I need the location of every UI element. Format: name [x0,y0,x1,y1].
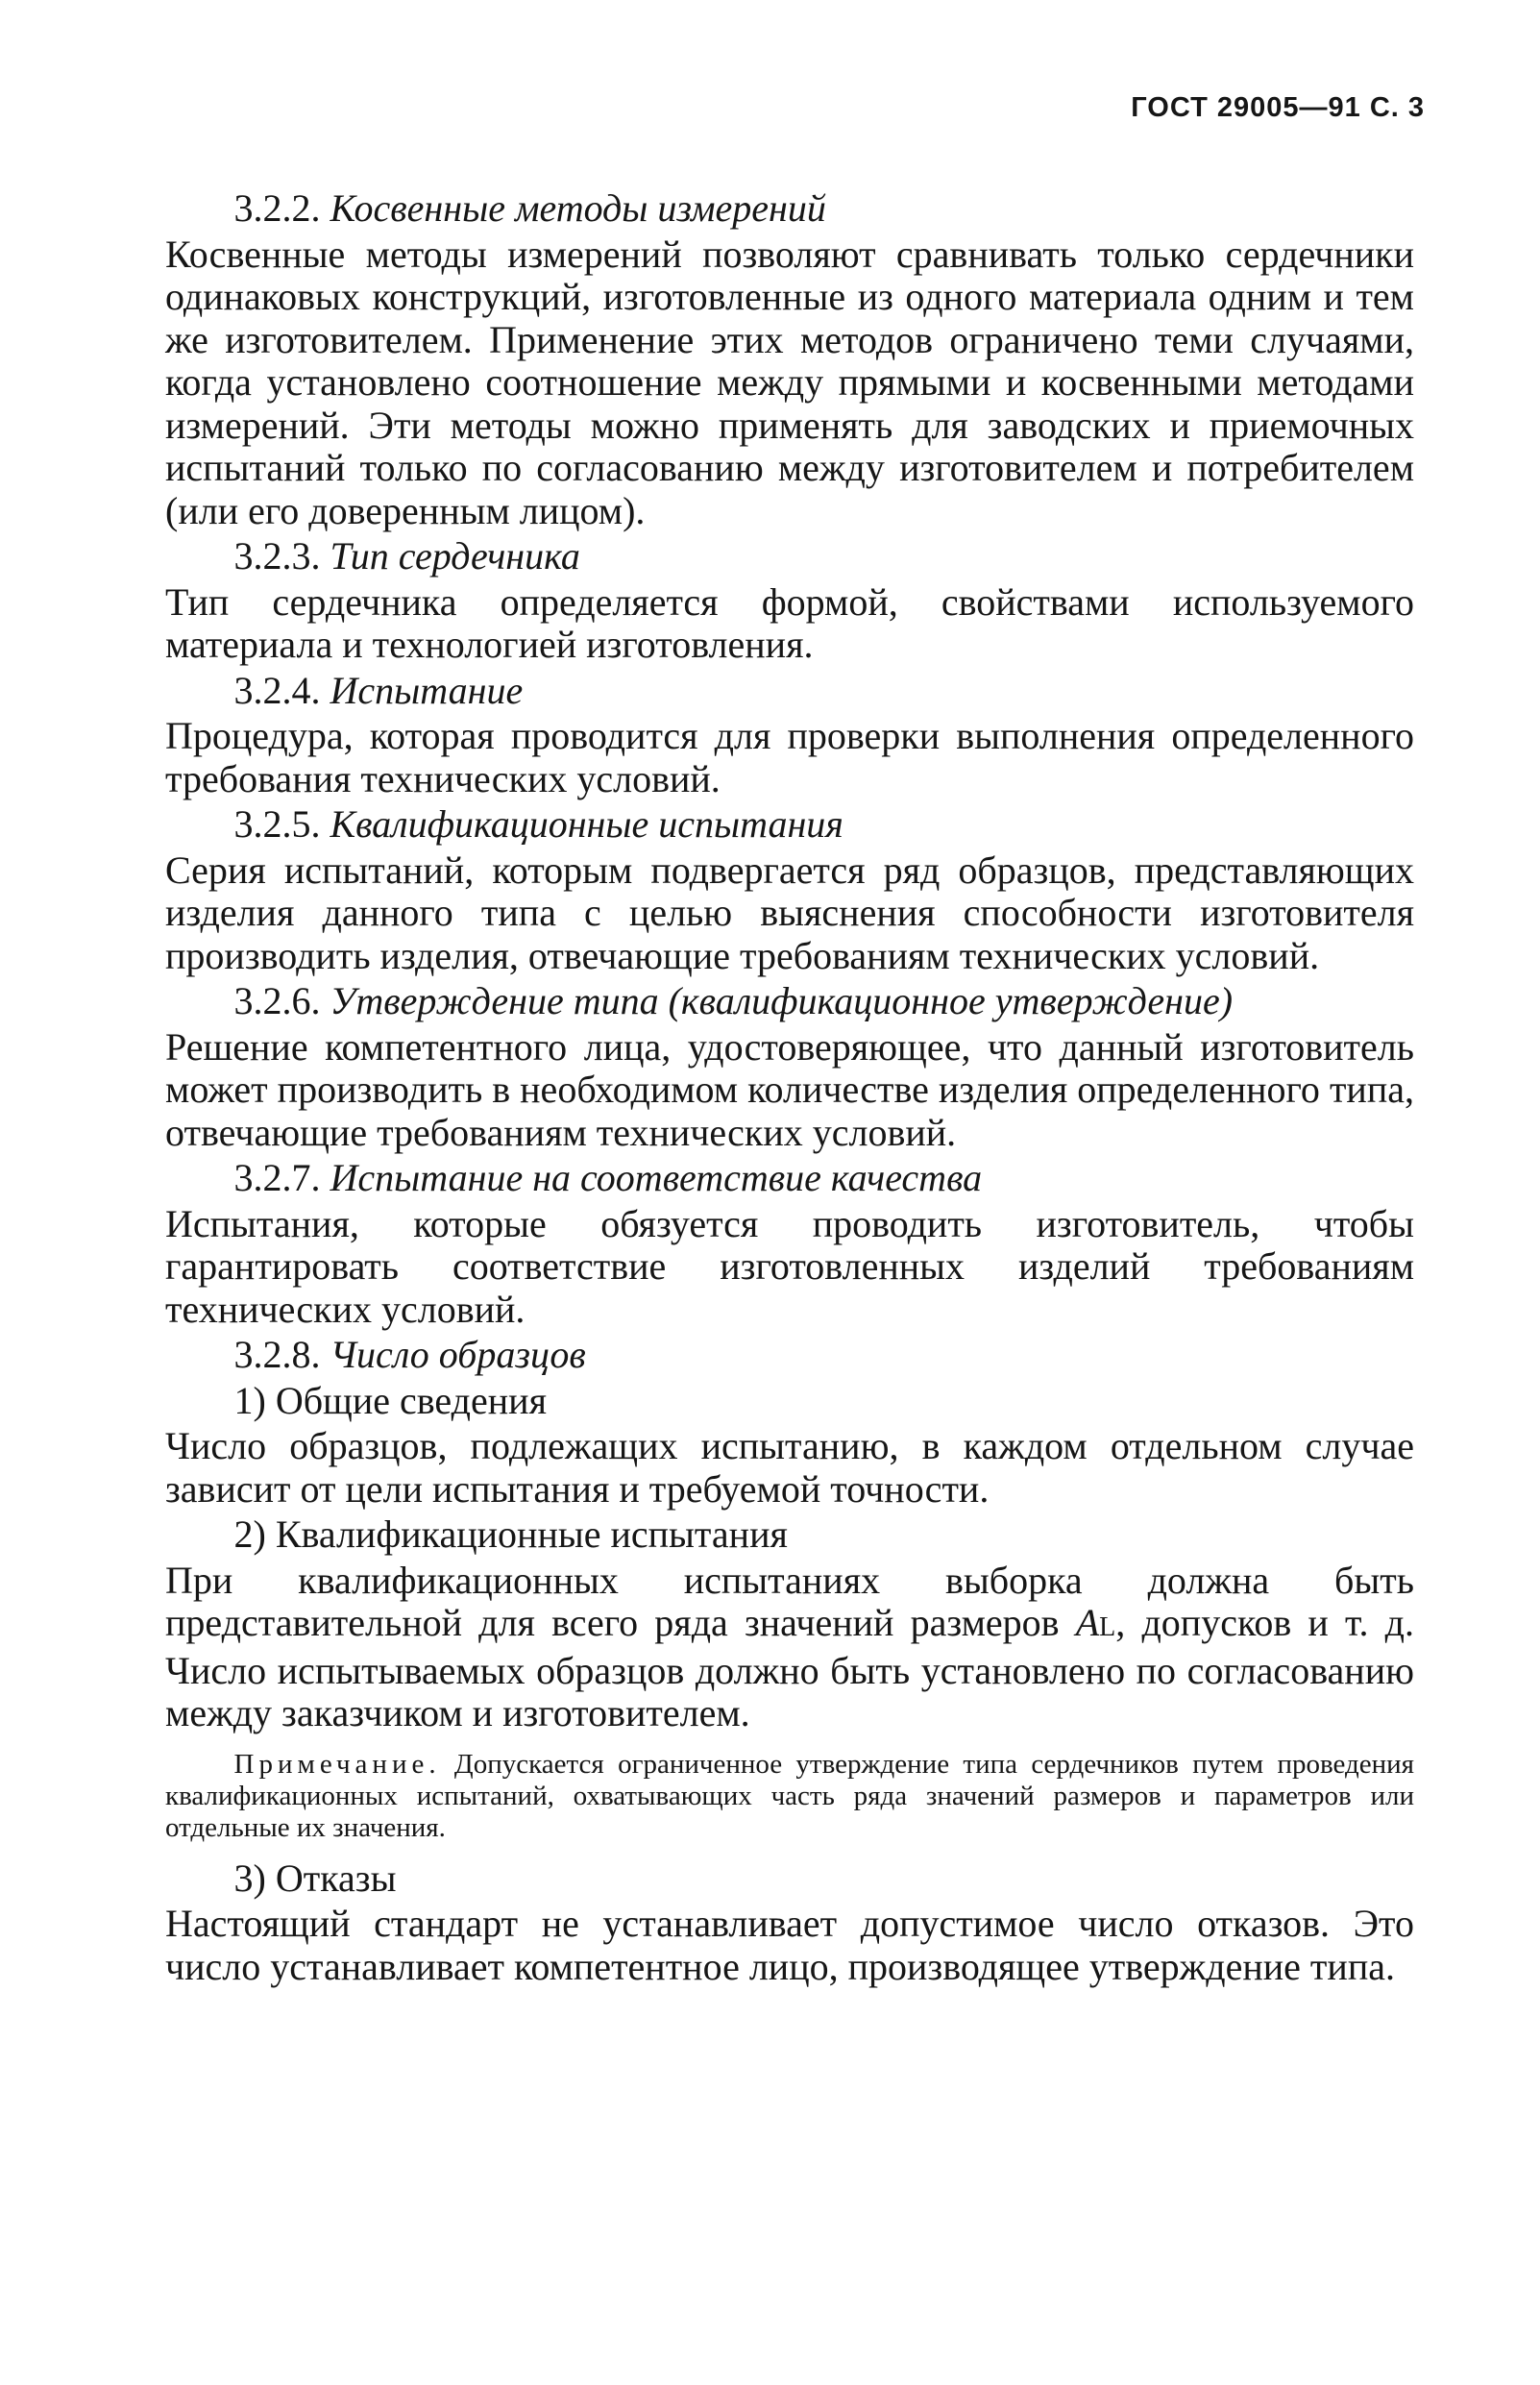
note [165,1749,1414,1844]
document-body [165,187,1414,1988]
size-symbol-subscript: L [1099,1612,1116,1642]
section-number: 3.2.7. [233,1156,321,1199]
section-text-3-2-4: Процедура, которая проводится для проверки выполнения определенного требования технических условий. [165,714,1414,800]
section-number: 3.2.5. [233,802,321,846]
subsection-text-qualification [165,1560,1414,1735]
section-heading-3-2-2 [165,187,1414,231]
subsection-title-qualification: 2) Квалификационные испытания [233,1512,788,1556]
subsection-title-failures: 3) Отказы [233,1856,397,1900]
section-number: 3.2.6. [233,979,321,1022]
section-title: Число образцов [330,1333,586,1376]
subsection-title-general: 1) Общие сведения [233,1378,547,1422]
subsection-text-general: Число образцов, подлежащих испытанию, в каждом отдельном случае зависит от цели испытания и требуемой точности. [165,1424,1414,1511]
note-text: Допускается ограниченное утверждение типа сердечников путем проведения квалификационных испытаний, охватывающих часть ряда значений размеров и параметров или отдельные их значения. [165,1748,1414,1843]
qualification-text-before: При квалификационных испытаниях выборка должна быть представительной для всего ряда значений размеров [165,1558,1414,1644]
section-number: 3.2.4. [233,668,321,712]
section-title: Утверждение типа (квалификационное утверждение) [330,979,1234,1022]
section-text-3-2-5: Серия испытаний, которым подвергается ряд образцов, представляющих изделия данного типа с целью выяснения способности изготовителя производить изделия, отвечающие требованиям технических условий. [165,848,1414,977]
section-heading-3-2-5 [165,803,1414,847]
section-heading-3-2-6 [165,980,1414,1023]
section-heading-3-2-3 [165,535,1414,578]
page-header: ГОСТ 29005—91 С. 3 [1131,92,1425,123]
section-title: Тип сердечника [330,534,580,578]
section-title: Квалификационные испытания [330,802,843,846]
section-text-3-2-3: Тип сердечника определяется формой, свойствами используемого материала и технологией изготовления. [165,579,1414,666]
section-number: 3.2.8. [233,1333,321,1376]
section-heading-3-2-8 [165,1334,1414,1377]
section-heading-3-2-4 [165,670,1414,713]
section-title: Косвенные методы измерений [330,186,826,230]
section-text-3-2-6: Решение компетентного лица, удостоверяющее, что данный изготовитель может производить в необходимом количестве изделия определенного типа, отвечающие требованиям технических условий. [165,1024,1414,1154]
note-label: Примечание. [233,1748,441,1780]
subsection-text-failures: Настоящий стандарт не устанавливает допустимое число отказов. Это число устанавливает компетентное лицо, производящее утверждение типа. [165,1902,1414,1988]
qualification-text-after: , допусков и т. д. Число испытываемых образцов должно быть установлено по согласованию между заказчиком и изготовителем. [165,1601,1414,1734]
section-title: Испытание на соответствие качества [330,1156,983,1199]
section-title: Испытание [330,668,524,712]
section-number: 3.2.3. [233,534,321,578]
section-number: 3.2.2. [233,186,321,230]
section-text-3-2-7: Испытания, которые обязуется проводить изготовитель, чтобы гарантировать соответствие изготовленных изделий требованиям технических условий. [165,1201,1414,1331]
size-symbol: A [1075,1601,1100,1644]
section-heading-3-2-7 [165,1157,1414,1200]
section-text-3-2-2: Косвенные методы измерений позволяют сравнивать только сердечники одинаковых конструкций, изготовленные из одного материала одним и тем же изготовителем. Применение этих методов ограничено теми случаями, когда установлено соотношение между прямыми и косвенными методами измерений. Эти методы можно применять для заводских и приемочных испытаний только по согласованию между изготовителем и потребителем (или его доверенным лицом). [165,232,1414,532]
